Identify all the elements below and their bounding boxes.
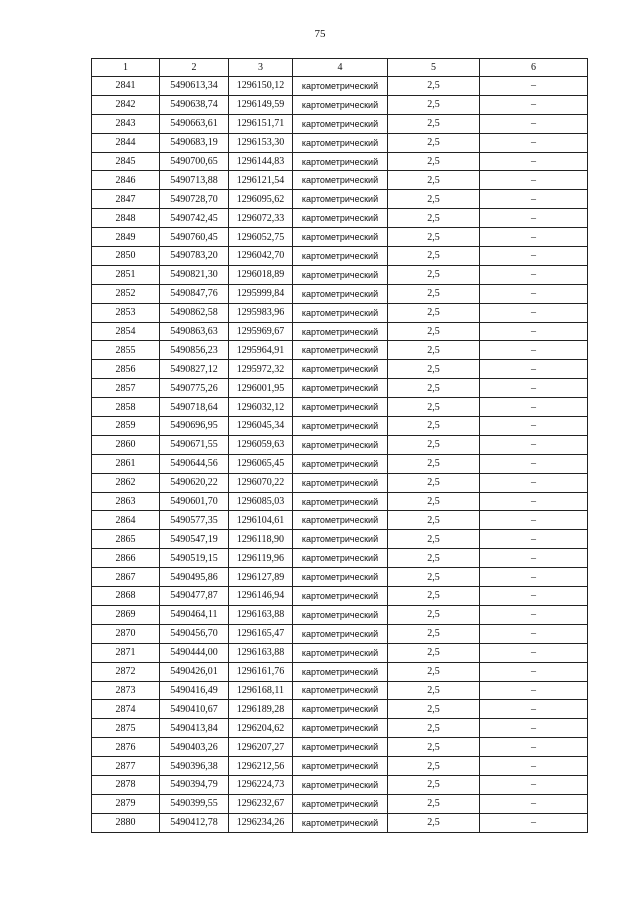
- method-cell: картометрический: [293, 77, 388, 96]
- column-header: 4: [293, 59, 388, 77]
- table-row: [92, 190, 588, 209]
- accuracy-cell: 2,5: [388, 228, 480, 247]
- x-coordinate-cell: 5490742,45: [160, 209, 229, 228]
- table-row: [92, 133, 588, 152]
- x-coordinate-cell: 5490663,61: [160, 114, 229, 133]
- table-row: [92, 209, 588, 228]
- x-coordinate-cell: 5490638,74: [160, 95, 229, 114]
- method-cell: картометрический: [293, 700, 388, 719]
- accuracy-cell: 2,5: [388, 114, 480, 133]
- y-coordinate-cell: 1296118,90: [229, 530, 293, 549]
- y-coordinate-cell: 1296153,30: [229, 133, 293, 152]
- table-row: [92, 435, 588, 454]
- y-coordinate-cell: 1296065,45: [229, 454, 293, 473]
- accuracy-cell: 2,5: [388, 775, 480, 794]
- accuracy-cell: 2,5: [388, 398, 480, 417]
- note-cell: –: [480, 209, 588, 228]
- method-cell: картометрический: [293, 775, 388, 794]
- table-row: [92, 605, 588, 624]
- note-cell: –: [480, 492, 588, 511]
- method-cell: картометрический: [293, 284, 388, 303]
- x-coordinate-cell: 5490613,34: [160, 77, 229, 96]
- method-cell: картометрический: [293, 95, 388, 114]
- note-cell: –: [480, 605, 588, 624]
- x-coordinate-cell: 5490696,95: [160, 417, 229, 436]
- y-coordinate-cell: 1296144,83: [229, 152, 293, 171]
- table-row: [92, 265, 588, 284]
- x-coordinate-cell: 5490821,30: [160, 265, 229, 284]
- note-cell: –: [480, 435, 588, 454]
- note-cell: –: [480, 417, 588, 436]
- x-coordinate-cell: 5490464,11: [160, 605, 229, 624]
- point-number-cell: 2867: [92, 568, 160, 587]
- note-cell: –: [480, 624, 588, 643]
- column-header: 3: [229, 59, 293, 77]
- method-cell: картометрический: [293, 341, 388, 360]
- point-number-cell: 2864: [92, 511, 160, 530]
- note-cell: –: [480, 719, 588, 738]
- accuracy-cell: 2,5: [388, 700, 480, 719]
- table-body: [92, 77, 588, 833]
- note-cell: –: [480, 284, 588, 303]
- y-coordinate-cell: 1296146,94: [229, 587, 293, 606]
- point-number-cell: 2859: [92, 417, 160, 436]
- x-coordinate-cell: 5490775,26: [160, 379, 229, 398]
- method-cell: картометрический: [293, 454, 388, 473]
- point-number-cell: 2866: [92, 549, 160, 568]
- accuracy-cell: 2,5: [388, 171, 480, 190]
- point-number-cell: 2842: [92, 95, 160, 114]
- x-coordinate-cell: 5490718,64: [160, 398, 229, 417]
- y-coordinate-cell: 1295999,84: [229, 284, 293, 303]
- accuracy-cell: 2,5: [388, 662, 480, 681]
- note-cell: –: [480, 681, 588, 700]
- point-number-cell: 2857: [92, 379, 160, 398]
- x-coordinate-cell: 5490856,23: [160, 341, 229, 360]
- note-cell: –: [480, 511, 588, 530]
- accuracy-cell: 2,5: [388, 247, 480, 266]
- method-cell: картометрический: [293, 662, 388, 681]
- x-coordinate-cell: 5490671,55: [160, 435, 229, 454]
- note-cell: –: [480, 77, 588, 96]
- y-coordinate-cell: 1296042,70: [229, 247, 293, 266]
- table-row: [92, 95, 588, 114]
- y-coordinate-cell: 1296212,56: [229, 757, 293, 776]
- point-number-cell: 2849: [92, 228, 160, 247]
- point-number-cell: 2852: [92, 284, 160, 303]
- table-row: [92, 114, 588, 133]
- x-coordinate-cell: 5490601,70: [160, 492, 229, 511]
- y-coordinate-cell: 1296095,62: [229, 190, 293, 209]
- y-coordinate-cell: 1296119,96: [229, 549, 293, 568]
- accuracy-cell: 2,5: [388, 379, 480, 398]
- method-cell: картометрический: [293, 435, 388, 454]
- x-coordinate-cell: 5490700,65: [160, 152, 229, 171]
- point-number-cell: 2870: [92, 624, 160, 643]
- table-row: [92, 700, 588, 719]
- table-row: [92, 284, 588, 303]
- table-row: [92, 247, 588, 266]
- accuracy-cell: 2,5: [388, 549, 480, 568]
- point-number-cell: 2873: [92, 681, 160, 700]
- accuracy-cell: 2,5: [388, 738, 480, 757]
- method-cell: картометрический: [293, 643, 388, 662]
- method-cell: картометрический: [293, 813, 388, 832]
- point-number-cell: 2865: [92, 530, 160, 549]
- note-cell: –: [480, 171, 588, 190]
- y-coordinate-cell: 1296165,47: [229, 624, 293, 643]
- y-coordinate-cell: 1296151,71: [229, 114, 293, 133]
- point-number-cell: 2851: [92, 265, 160, 284]
- accuracy-cell: 2,5: [388, 473, 480, 492]
- x-coordinate-cell: 5490396,38: [160, 757, 229, 776]
- note-cell: –: [480, 190, 588, 209]
- point-number-cell: 2868: [92, 587, 160, 606]
- method-cell: картометрический: [293, 398, 388, 417]
- table-row: [92, 719, 588, 738]
- note-cell: –: [480, 133, 588, 152]
- point-number-cell: 2846: [92, 171, 160, 190]
- method-cell: картометрический: [293, 719, 388, 738]
- accuracy-cell: 2,5: [388, 152, 480, 171]
- note-cell: –: [480, 454, 588, 473]
- point-number-cell: 2869: [92, 605, 160, 624]
- accuracy-cell: 2,5: [388, 587, 480, 606]
- method-cell: картометрический: [293, 265, 388, 284]
- y-coordinate-cell: 1296204,62: [229, 719, 293, 738]
- method-cell: картометрический: [293, 681, 388, 700]
- accuracy-cell: 2,5: [388, 303, 480, 322]
- note-cell: –: [480, 303, 588, 322]
- x-coordinate-cell: 5490644,56: [160, 454, 229, 473]
- table-row: [92, 738, 588, 757]
- accuracy-cell: 2,5: [388, 133, 480, 152]
- y-coordinate-cell: 1295969,67: [229, 322, 293, 341]
- point-number-cell: 2878: [92, 775, 160, 794]
- point-number-cell: 2844: [92, 133, 160, 152]
- note-cell: –: [480, 530, 588, 549]
- accuracy-cell: 2,5: [388, 794, 480, 813]
- note-cell: –: [480, 587, 588, 606]
- table-row: [92, 662, 588, 681]
- note-cell: –: [480, 775, 588, 794]
- table-row: [92, 568, 588, 587]
- table-row: [92, 152, 588, 171]
- point-number-cell: 2855: [92, 341, 160, 360]
- y-coordinate-cell: 1296104,61: [229, 511, 293, 530]
- note-cell: –: [480, 662, 588, 681]
- column-header: 6: [480, 59, 588, 77]
- point-number-cell: 2853: [92, 303, 160, 322]
- point-number-cell: 2847: [92, 190, 160, 209]
- note-cell: –: [480, 794, 588, 813]
- table-row: [92, 77, 588, 96]
- table-row: [92, 473, 588, 492]
- method-cell: картометрический: [293, 605, 388, 624]
- table-row: [92, 341, 588, 360]
- table-row: [92, 775, 588, 794]
- point-number-cell: 2843: [92, 114, 160, 133]
- accuracy-cell: 2,5: [388, 265, 480, 284]
- y-coordinate-cell: 1296072,33: [229, 209, 293, 228]
- method-cell: картометрический: [293, 624, 388, 643]
- x-coordinate-cell: 5490847,76: [160, 284, 229, 303]
- accuracy-cell: 2,5: [388, 77, 480, 96]
- note-cell: –: [480, 247, 588, 266]
- method-cell: картометрический: [293, 114, 388, 133]
- x-coordinate-cell: 5490444,00: [160, 643, 229, 662]
- method-cell: картометрический: [293, 133, 388, 152]
- note-cell: –: [480, 813, 588, 832]
- y-coordinate-cell: 1296001,95: [229, 379, 293, 398]
- method-cell: картометрический: [293, 757, 388, 776]
- point-number-cell: 2877: [92, 757, 160, 776]
- column-header: 1: [92, 59, 160, 77]
- method-cell: картометрический: [293, 190, 388, 209]
- column-header: 2: [160, 59, 229, 77]
- x-coordinate-cell: 5490426,01: [160, 662, 229, 681]
- method-cell: картометрический: [293, 568, 388, 587]
- x-coordinate-cell: 5490416,49: [160, 681, 229, 700]
- x-coordinate-cell: 5490620,22: [160, 473, 229, 492]
- point-number-cell: 2841: [92, 77, 160, 96]
- accuracy-cell: 2,5: [388, 435, 480, 454]
- y-coordinate-cell: 1295972,32: [229, 360, 293, 379]
- table-row: [92, 813, 588, 832]
- x-coordinate-cell: 5490394,79: [160, 775, 229, 794]
- note-cell: –: [480, 700, 588, 719]
- method-cell: картометрический: [293, 152, 388, 171]
- method-cell: картометрический: [293, 738, 388, 757]
- x-coordinate-cell: 5490495,86: [160, 568, 229, 587]
- x-coordinate-cell: 5490862,58: [160, 303, 229, 322]
- point-number-cell: 2875: [92, 719, 160, 738]
- x-coordinate-cell: 5490577,35: [160, 511, 229, 530]
- point-number-cell: 2880: [92, 813, 160, 832]
- note-cell: –: [480, 643, 588, 662]
- point-number-cell: 2860: [92, 435, 160, 454]
- point-number-cell: 2876: [92, 738, 160, 757]
- table-row: [92, 228, 588, 247]
- y-coordinate-cell: 1296234,26: [229, 813, 293, 832]
- y-coordinate-cell: 1296085,03: [229, 492, 293, 511]
- x-coordinate-cell: 5490863,63: [160, 322, 229, 341]
- accuracy-cell: 2,5: [388, 190, 480, 209]
- note-cell: –: [480, 398, 588, 417]
- page-number: 75: [314, 28, 326, 40]
- accuracy-cell: 2,5: [388, 813, 480, 832]
- y-coordinate-cell: 1296121,54: [229, 171, 293, 190]
- x-coordinate-cell: 5490413,84: [160, 719, 229, 738]
- accuracy-cell: 2,5: [388, 719, 480, 738]
- table-row: [92, 398, 588, 417]
- accuracy-cell: 2,5: [388, 454, 480, 473]
- table-row: [92, 492, 588, 511]
- table-row: [92, 303, 588, 322]
- method-cell: картометрический: [293, 473, 388, 492]
- accuracy-cell: 2,5: [388, 511, 480, 530]
- y-coordinate-cell: 1296070,22: [229, 473, 293, 492]
- x-coordinate-cell: 5490477,87: [160, 587, 229, 606]
- point-number-cell: 2858: [92, 398, 160, 417]
- x-coordinate-cell: 5490410,67: [160, 700, 229, 719]
- table-row: [92, 511, 588, 530]
- accuracy-cell: 2,5: [388, 643, 480, 662]
- method-cell: картометрический: [293, 492, 388, 511]
- accuracy-cell: 2,5: [388, 360, 480, 379]
- method-cell: картометрический: [293, 530, 388, 549]
- y-coordinate-cell: 1296149,59: [229, 95, 293, 114]
- table-row: [92, 624, 588, 643]
- y-coordinate-cell: 1296045,34: [229, 417, 293, 436]
- x-coordinate-cell: 5490683,19: [160, 133, 229, 152]
- accuracy-cell: 2,5: [388, 417, 480, 436]
- note-cell: –: [480, 265, 588, 284]
- x-coordinate-cell: 5490760,45: [160, 228, 229, 247]
- accuracy-cell: 2,5: [388, 492, 480, 511]
- point-number-cell: 2863: [92, 492, 160, 511]
- note-cell: –: [480, 322, 588, 341]
- y-coordinate-cell: 1296189,28: [229, 700, 293, 719]
- y-coordinate-cell: 1295964,91: [229, 341, 293, 360]
- note-cell: –: [480, 757, 588, 776]
- note-cell: –: [480, 379, 588, 398]
- method-cell: картометрический: [293, 379, 388, 398]
- x-coordinate-cell: 5490412,78: [160, 813, 229, 832]
- x-coordinate-cell: 5490456,70: [160, 624, 229, 643]
- y-coordinate-cell: 1296232,67: [229, 794, 293, 813]
- table-header-row: [92, 59, 588, 77]
- note-cell: –: [480, 549, 588, 568]
- coordinates-table: [91, 58, 588, 833]
- note-cell: –: [480, 360, 588, 379]
- x-coordinate-cell: 5490713,88: [160, 171, 229, 190]
- table-row: [92, 322, 588, 341]
- note-cell: –: [480, 568, 588, 587]
- point-number-cell: 2861: [92, 454, 160, 473]
- note-cell: –: [480, 152, 588, 171]
- table-row: [92, 757, 588, 776]
- table-row: [92, 379, 588, 398]
- point-number-cell: 2856: [92, 360, 160, 379]
- accuracy-cell: 2,5: [388, 530, 480, 549]
- method-cell: картометрический: [293, 209, 388, 228]
- accuracy-cell: 2,5: [388, 605, 480, 624]
- y-coordinate-cell: 1296161,76: [229, 662, 293, 681]
- column-header: 5: [388, 59, 480, 77]
- accuracy-cell: 2,5: [388, 341, 480, 360]
- method-cell: картометрический: [293, 511, 388, 530]
- accuracy-cell: 2,5: [388, 757, 480, 776]
- y-coordinate-cell: 1296052,75: [229, 228, 293, 247]
- accuracy-cell: 2,5: [388, 322, 480, 341]
- accuracy-cell: 2,5: [388, 95, 480, 114]
- table-row: [92, 643, 588, 662]
- method-cell: картометрический: [293, 417, 388, 436]
- method-cell: картометрический: [293, 228, 388, 247]
- table-row: [92, 549, 588, 568]
- table-row: [92, 681, 588, 700]
- note-cell: –: [480, 114, 588, 133]
- point-number-cell: 2879: [92, 794, 160, 813]
- table-row: [92, 794, 588, 813]
- point-number-cell: 2854: [92, 322, 160, 341]
- method-cell: картометрический: [293, 360, 388, 379]
- table-row: [92, 587, 588, 606]
- table-row: [92, 417, 588, 436]
- x-coordinate-cell: 5490728,70: [160, 190, 229, 209]
- method-cell: картометрический: [293, 171, 388, 190]
- accuracy-cell: 2,5: [388, 568, 480, 587]
- point-number-cell: 2862: [92, 473, 160, 492]
- note-cell: –: [480, 473, 588, 492]
- x-coordinate-cell: 5490519,15: [160, 549, 229, 568]
- point-number-cell: 2872: [92, 662, 160, 681]
- x-coordinate-cell: 5490547,19: [160, 530, 229, 549]
- x-coordinate-cell: 5490827,12: [160, 360, 229, 379]
- method-cell: картометрический: [293, 247, 388, 266]
- note-cell: –: [480, 228, 588, 247]
- accuracy-cell: 2,5: [388, 624, 480, 643]
- table-row: [92, 530, 588, 549]
- note-cell: –: [480, 738, 588, 757]
- y-coordinate-cell: 1296059,63: [229, 435, 293, 454]
- y-coordinate-cell: 1296207,27: [229, 738, 293, 757]
- y-coordinate-cell: 1296150,12: [229, 77, 293, 96]
- method-cell: картометрический: [293, 322, 388, 341]
- accuracy-cell: 2,5: [388, 209, 480, 228]
- method-cell: картометрический: [293, 794, 388, 813]
- point-number-cell: 2874: [92, 700, 160, 719]
- note-cell: –: [480, 95, 588, 114]
- y-coordinate-cell: 1295983,96: [229, 303, 293, 322]
- point-number-cell: 2871: [92, 643, 160, 662]
- y-coordinate-cell: 1296032,12: [229, 398, 293, 417]
- x-coordinate-cell: 5490399,55: [160, 794, 229, 813]
- point-number-cell: 2845: [92, 152, 160, 171]
- point-number-cell: 2848: [92, 209, 160, 228]
- point-number-cell: 2850: [92, 247, 160, 266]
- x-coordinate-cell: 5490403,26: [160, 738, 229, 757]
- method-cell: картометрический: [293, 303, 388, 322]
- y-coordinate-cell: 1296018,89: [229, 265, 293, 284]
- method-cell: картометрический: [293, 549, 388, 568]
- y-coordinate-cell: 1296127,89: [229, 568, 293, 587]
- table-row: [92, 454, 588, 473]
- method-cell: картометрический: [293, 587, 388, 606]
- y-coordinate-cell: 1296163,88: [229, 643, 293, 662]
- note-cell: –: [480, 341, 588, 360]
- accuracy-cell: 2,5: [388, 284, 480, 303]
- y-coordinate-cell: 1296163,88: [229, 605, 293, 624]
- x-coordinate-cell: 5490783,20: [160, 247, 229, 266]
- y-coordinate-cell: 1296224,73: [229, 775, 293, 794]
- table-row: [92, 171, 588, 190]
- table-row: [92, 360, 588, 379]
- accuracy-cell: 2,5: [388, 681, 480, 700]
- y-coordinate-cell: 1296168,11: [229, 681, 293, 700]
